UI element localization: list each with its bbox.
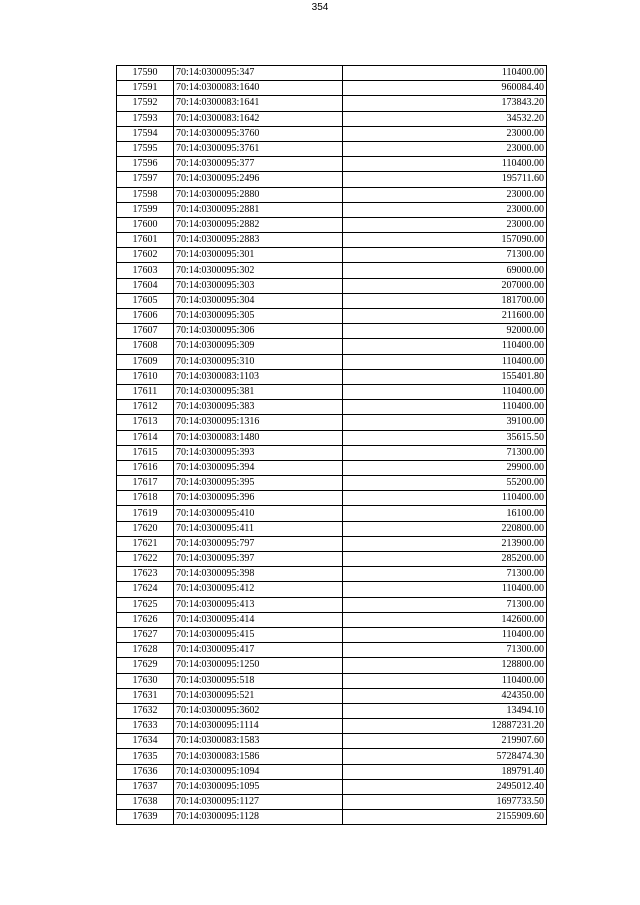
cadastral-number-cell: 70:14:0300095:301 [174,248,343,263]
cadastral-value-cell: 23000.00 [343,141,547,156]
row-number-cell: 17633 [117,719,174,734]
table-row [117,233,547,248]
cadastral-value-table [116,65,547,825]
cadastral-number-cell: 70:14:0300095:518 [174,673,343,688]
cadastral-value-cell: 110400.00 [343,66,547,81]
table-row [117,597,547,612]
row-number-cell: 17618 [117,491,174,506]
cadastral-number-cell: 70:14:0300095:1127 [174,795,343,810]
cadastral-value-cell: 173843.20 [343,96,547,111]
cadastral-number-cell: 70:14:0300095:797 [174,536,343,551]
cadastral-number-cell: 70:14:0300095:306 [174,324,343,339]
table-row [117,643,547,658]
cadastral-number-cell: 70:14:0300083:1103 [174,369,343,384]
row-number-cell: 17602 [117,248,174,263]
table-row [117,415,547,430]
cadastral-number-cell: 70:14:0300095:2880 [174,187,343,202]
cadastral-value-cell: 13494.10 [343,703,547,718]
cadastral-number-cell: 70:14:0300095:417 [174,643,343,658]
row-number-cell: 17628 [117,643,174,658]
row-number-cell: 17597 [117,172,174,187]
cadastral-number-cell: 70:14:0300095:397 [174,552,343,567]
cadastral-value-cell: 92000.00 [343,324,547,339]
cadastral-value-cell: 110400.00 [343,354,547,369]
cadastral-number-cell: 70:14:0300083:1480 [174,430,343,445]
row-number-cell: 17594 [117,126,174,141]
cadastral-value-cell: 23000.00 [343,126,547,141]
cadastral-value-cell: 424350.00 [343,688,547,703]
row-number-cell: 17598 [117,187,174,202]
cadastral-number-cell: 70:14:0300095:396 [174,491,343,506]
cadastral-value-cell: 55200.00 [343,476,547,491]
row-number-cell: 17635 [117,749,174,764]
cadastral-value-cell: 110400.00 [343,400,547,415]
row-number-cell: 17596 [117,157,174,172]
table-row [117,263,547,278]
cadastral-number-cell: 70:14:0300095:309 [174,339,343,354]
table-row [117,278,547,293]
row-number-cell: 17634 [117,734,174,749]
cadastral-number-cell: 70:14:0300095:1128 [174,810,343,825]
table-row [117,400,547,415]
table-row [117,111,547,126]
row-number-cell: 17595 [117,141,174,156]
table-row [117,810,547,825]
page-number: 354 [311,2,329,13]
row-number-cell: 17637 [117,779,174,794]
cadastral-number-cell: 70:14:0300095:305 [174,309,343,324]
table-row [117,627,547,642]
cadastral-value-cell: 29900.00 [343,460,547,475]
cadastral-number-cell: 70:14:0300095:303 [174,278,343,293]
table-row [117,309,547,324]
table-row [117,688,547,703]
cadastral-number-cell: 70:14:0300095:1250 [174,658,343,673]
row-number-cell: 17601 [117,233,174,248]
cadastral-value-cell: 110400.00 [343,157,547,172]
row-number-cell: 17626 [117,612,174,627]
cadastral-number-cell: 70:14:0300095:414 [174,612,343,627]
table-row [117,734,547,749]
table-row [117,779,547,794]
cadastral-value-cell: 71300.00 [343,445,547,460]
cadastral-number-cell: 70:14:0300095:1316 [174,415,343,430]
row-number-cell: 17605 [117,293,174,308]
table-row [117,460,547,475]
table-row [117,172,547,187]
row-number-cell: 17620 [117,521,174,536]
row-number-cell: 17621 [117,536,174,551]
row-number-cell: 17623 [117,567,174,582]
cadastral-number-cell: 70:14:0300095:2883 [174,233,343,248]
cadastral-value-cell: 23000.00 [343,202,547,217]
cadastral-number-cell: 70:14:0300083:1642 [174,111,343,126]
table-row [117,96,547,111]
cadastral-value-cell: 155401.80 [343,369,547,384]
cadastral-number-cell: 70:14:0300095:413 [174,597,343,612]
cadastral-value-cell: 34532.20 [343,111,547,126]
table-row [117,552,547,567]
row-number-cell: 17638 [117,795,174,810]
row-number-cell: 17606 [117,309,174,324]
table-row [117,476,547,491]
table-row [117,764,547,779]
cadastral-value-cell: 213900.00 [343,536,547,551]
cadastral-number-cell: 70:14:0300095:393 [174,445,343,460]
cadastral-value-cell: 23000.00 [343,187,547,202]
cadastral-number-cell: 70:14:0300095:310 [174,354,343,369]
row-number-cell: 17630 [117,673,174,688]
table-row [117,719,547,734]
cadastral-value-cell: 71300.00 [343,567,547,582]
table-row [117,126,547,141]
cadastral-value-cell: 960084.40 [343,81,547,96]
table-row [117,141,547,156]
cadastral-number-cell: 70:14:0300095:395 [174,476,343,491]
cadastral-number-cell: 70:14:0300095:415 [174,627,343,642]
row-number-cell: 17600 [117,217,174,232]
cadastral-number-cell: 70:14:0300095:394 [174,460,343,475]
table-row [117,248,547,263]
row-number-cell: 17636 [117,764,174,779]
table-row [117,612,547,627]
cadastral-value-cell: 71300.00 [343,597,547,612]
cadastral-number-cell: 70:14:0300095:2496 [174,172,343,187]
cadastral-value-cell: 189791.40 [343,764,547,779]
cadastral-number-cell: 70:14:0300095:410 [174,506,343,521]
cadastral-value-cell: 23000.00 [343,217,547,232]
row-number-cell: 17622 [117,552,174,567]
table-row [117,445,547,460]
cadastral-value-cell: 69000.00 [343,263,547,278]
cadastral-number-cell: 70:14:0300095:377 [174,157,343,172]
table-body [117,66,547,825]
row-number-cell: 17616 [117,460,174,475]
row-number-cell: 17614 [117,430,174,445]
cadastral-number-cell: 70:14:0300083:1583 [174,734,343,749]
table-row [117,202,547,217]
cadastral-value-cell: 181700.00 [343,293,547,308]
row-number-cell: 17617 [117,476,174,491]
row-number-cell: 17615 [117,445,174,460]
cadastral-value-cell: 71300.00 [343,248,547,263]
table-row [117,354,547,369]
row-number-cell: 17612 [117,400,174,415]
table-row [117,369,547,384]
table-row [117,187,547,202]
table-row [117,658,547,673]
row-number-cell: 17627 [117,627,174,642]
cadastral-number-cell: 70:14:0300095:381 [174,384,343,399]
row-number-cell: 17591 [117,81,174,96]
row-number-cell: 17631 [117,688,174,703]
row-number-cell: 17625 [117,597,174,612]
cadastral-number-cell: 70:14:0300095:302 [174,263,343,278]
table-row [117,81,547,96]
cadastral-number-cell: 70:14:0300095:412 [174,582,343,597]
cadastral-number-cell: 70:14:0300095:347 [174,66,343,81]
row-number-cell: 17607 [117,324,174,339]
cadastral-number-cell: 70:14:0300095:411 [174,521,343,536]
cadastral-number-cell: 70:14:0300095:398 [174,567,343,582]
cadastral-number-cell: 70:14:0300095:2882 [174,217,343,232]
row-number-cell: 17624 [117,582,174,597]
table-row [117,293,547,308]
table-row [117,339,547,354]
cadastral-value-cell: 142600.00 [343,612,547,627]
cadastral-value-cell: 12887231.20 [343,719,547,734]
row-number-cell: 17610 [117,369,174,384]
cadastral-value-cell: 16100.00 [343,506,547,521]
cadastral-value-cell: 5728474.30 [343,749,547,764]
cadastral-value-cell: 110400.00 [343,491,547,506]
cadastral-value-cell: 110400.00 [343,673,547,688]
table-row [117,673,547,688]
cadastral-value-cell: 71300.00 [343,643,547,658]
cadastral-value-cell: 2495012.40 [343,779,547,794]
table-row [117,157,547,172]
cadastral-value-cell: 1697733.50 [343,795,547,810]
cadastral-number-cell: 70:14:0300095:304 [174,293,343,308]
row-number-cell: 17611 [117,384,174,399]
row-number-cell: 17613 [117,415,174,430]
cadastral-value-cell: 110400.00 [343,582,547,597]
table-row [117,217,547,232]
cadastral-value-cell: 110400.00 [343,627,547,642]
cadastral-value-cell: 110400.00 [343,339,547,354]
row-number-cell: 17629 [117,658,174,673]
cadastral-number-cell: 70:14:0300095:383 [174,400,343,415]
cadastral-value-cell: 207000.00 [343,278,547,293]
row-number-cell: 17599 [117,202,174,217]
table-row [117,324,547,339]
cadastral-value-cell: 211600.00 [343,309,547,324]
row-number-cell: 17608 [117,339,174,354]
cadastral-number-cell: 70:14:0300095:2881 [174,202,343,217]
table-row [117,521,547,536]
row-number-cell: 17590 [117,66,174,81]
cadastral-value-cell: 2155909.60 [343,810,547,825]
table-row [117,384,547,399]
cadastral-value-cell: 219907.60 [343,734,547,749]
table-row [117,582,547,597]
row-number-cell: 17603 [117,263,174,278]
cadastral-value-cell: 35615.50 [343,430,547,445]
cadastral-number-cell: 70:14:0300083:1641 [174,96,343,111]
cadastral-number-cell: 70:14:0300095:3761 [174,141,343,156]
table-row [117,703,547,718]
table-row [117,536,547,551]
cadastral-value-cell: 110400.00 [343,384,547,399]
table-row [117,506,547,521]
row-number-cell: 17604 [117,278,174,293]
cadastral-value-cell: 220800.00 [343,521,547,536]
table-row [117,567,547,582]
row-number-cell: 17609 [117,354,174,369]
table-row [117,491,547,506]
cadastral-value-cell: 285200.00 [343,552,547,567]
cadastral-number-cell: 70:14:0300083:1586 [174,749,343,764]
cadastral-value-cell: 128800.00 [343,658,547,673]
cadastral-number-cell: 70:14:0300095:3602 [174,703,343,718]
cadastral-number-cell: 70:14:0300095:1094 [174,764,343,779]
cadastral-number-cell: 70:14:0300095:521 [174,688,343,703]
table-row [117,795,547,810]
row-number-cell: 17592 [117,96,174,111]
cadastral-number-cell: 70:14:0300095:3760 [174,126,343,141]
cadastral-number-cell: 70:14:0300083:1640 [174,81,343,96]
cadastral-value-cell: 39100.00 [343,415,547,430]
row-number-cell: 17639 [117,810,174,825]
cadastral-value-cell: 195711.60 [343,172,547,187]
table-row [117,749,547,764]
table-row [117,66,547,81]
row-number-cell: 17632 [117,703,174,718]
cadastral-number-cell: 70:14:0300095:1095 [174,779,343,794]
cadastral-number-cell: 70:14:0300095:1114 [174,719,343,734]
row-number-cell: 17619 [117,506,174,521]
cadastral-value-cell: 157090.00 [343,233,547,248]
row-number-cell: 17593 [117,111,174,126]
table-row [117,430,547,445]
